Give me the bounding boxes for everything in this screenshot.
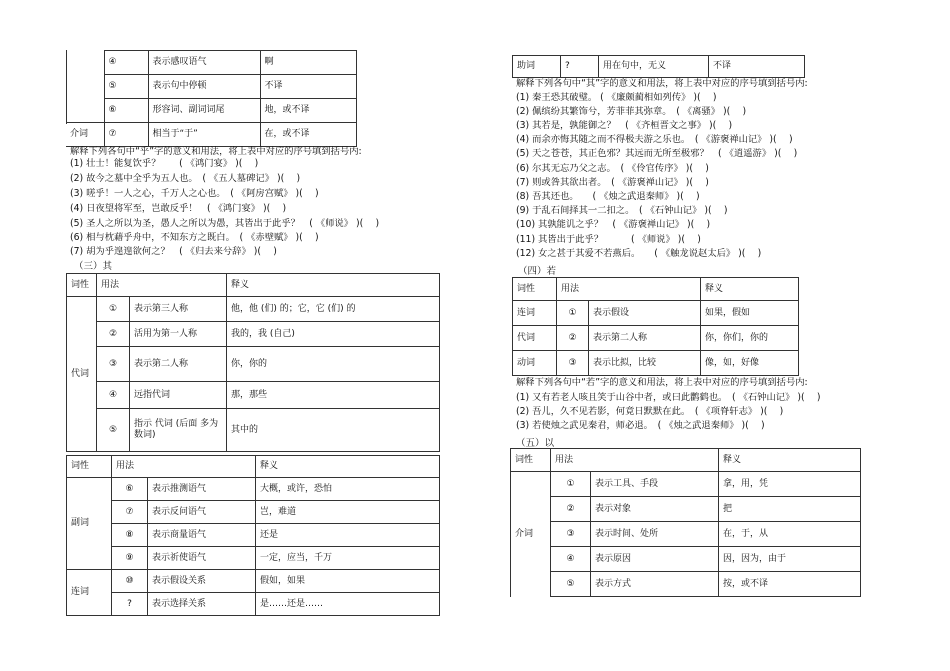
meaning-cell: 按，或不译 [719,572,861,597]
header-meaning: 释义 [719,449,861,472]
pos-cell: 连词 [67,570,112,616]
qi-question-1: (1) 秦王恐其破璧。 ( 《廉颇蔺相如列传》 )( ) [516,92,717,103]
num-cell: ③ [551,522,591,547]
header-meaning: 释义 [701,278,799,301]
table-row [67,347,440,382]
usage-cell: 表示原因 [591,547,719,572]
usage-cell: 表示第三人称 [130,297,227,322]
usage-cell: 活用为第一人称 [130,322,227,347]
usage-cell: 表示推测语气 [148,478,256,501]
meaning-cell: 其中的 [227,409,440,452]
num-cell: ⑥ [112,478,148,501]
meaning-cell: 在，于，从 [719,522,861,547]
usage-cell: 表示第二人称 [589,326,701,351]
hu-question-7: (7) 胡为乎遑遑欲何之？ ( 《归去来兮辞》 )( ) [70,246,277,257]
meaning-cell: 是……还是…… [256,593,440,616]
qi-pronoun-table [66,273,440,452]
num-cell: ④ [551,547,591,572]
table-row [67,593,440,616]
qi-question-6: (6) 尔其无忘乃父之志。 ( 《伶官传序》 )( ) [516,163,709,174]
header-meaning: 释义 [256,456,440,478]
meaning-cell: 一定，应当，千万 [256,547,440,570]
meaning-cell: 如果，假如 [701,301,799,326]
hu-usage-table [66,50,357,147]
table-row [67,524,440,547]
hu-question-5: (5) 圣人之所以为圣，愚人之所以为愚，其皆出于此乎？ ( 《师说》 )( ) [70,218,380,229]
usage-cell: 表示第二人称 [130,347,227,382]
pos-cell: 介词 [66,123,104,147]
table-row [66,75,356,99]
num-cell: ④ [97,382,130,409]
table-row [513,351,799,376]
num-cell: ⑨ [112,547,148,570]
num-cell: ③ [557,351,589,376]
num-cell: ② [97,322,130,347]
num-cell: ① [557,301,589,326]
table-row [66,51,356,75]
usage-cell: 表示祈使语气 [148,547,256,570]
meaning-cell: 啊 [260,51,356,75]
table-row [67,322,440,347]
header-pos: 词性 [513,278,557,301]
ruo-question-3: (3) 若使烛之武见秦君，师必退。 ( 《烛之武退秦师》 )( ) [516,420,765,431]
num-cell: ③ [97,347,130,382]
meaning-cell: 拿，用，凭 [719,472,861,497]
num-cell: ① [97,297,130,322]
usage-cell: 指示 代词 (后面 多为数词) [130,409,227,452]
num-cell: ? [112,593,148,616]
pos-cell: 副词 [67,478,112,570]
table-row [67,409,440,452]
meaning-cell: 岂，难道 [256,501,440,524]
section-heading-qi: （三）其 [74,261,113,272]
usage-cell: 表示假设 [589,301,701,326]
qi-instruction: 解释下列各句中“其”字的意义和用法，将上表中对应的序号填到括号内: [516,78,808,89]
qi-question-5: (5) 天之苍苍，其正色邪？其远而无所至极邪？ ( 《逍遥游》 )( ) [516,148,798,159]
qi-question-12: (12) 女之甚于其爱不若燕后。 ( 《触龙说赵太后》 )( ) [516,248,762,259]
usage-cell: 表示时间、处所 [591,522,719,547]
qi-particle-row-table [512,55,805,78]
usage-cell: 远指代词 [130,382,227,409]
table-row [67,478,440,501]
num-cell: ⑥ [104,99,148,123]
pos-cell [66,51,104,75]
qi-question-8: (8) 吾其还也。 ( 《烛之武退秦师》 )( ) [516,191,700,202]
num-cell: ① [551,472,591,497]
usage-cell: 用在句中，无义 [599,56,709,78]
hu-question-1: (1) 壮士！能复饮乎？ ( 《鸿门宴》 )( ) [70,158,259,169]
pos-cell: 动词 [513,351,557,376]
table-row [511,472,861,497]
qi-question-2: (2) 佩缤纷其繁饰兮，芳菲菲其弥章。 ( 《离骚》 )( ) [516,106,747,117]
header-usage: 用法 [97,274,227,297]
usage-cell: 表示工具、手段 [591,472,719,497]
ruo-question-2: (2) 吾儿，久不见若影，何竟日默默在此。 ( 《项脊轩志》 )( ) [516,406,784,417]
meaning-cell: 那，那些 [227,382,440,409]
table-row [511,547,861,572]
num-cell: ② [551,497,591,522]
usage-cell: 形容词、副词词尾 [148,99,260,123]
usage-cell: 相当于“于” [148,123,260,147]
meaning-cell: 大概，或许，恐怕 [256,478,440,501]
hu-question-2: (2) 故今之墓中全乎为五人也。 ( 《五人墓碑记》 )( ) [70,173,301,184]
meaning-cell: 不译 [260,75,356,99]
hu-instruction: 解释下列各句中“乎”字的意义和用法，将上表中对应的序号填到括号内: [70,146,362,157]
meaning-cell: 你，你的 [227,347,440,382]
table-row [513,326,799,351]
header-pos: 词性 [67,274,97,297]
table-header-row [511,449,861,472]
usage-cell: 表示方式 [591,572,719,597]
table-header-row [513,278,799,301]
header-usage: 用法 [112,456,256,478]
table-row [66,123,356,147]
hu-question-4: (4) 日夜望将军至，岂敢反乎！ ( 《鸿门宴》 )( ) [70,203,287,214]
table-row [513,301,799,326]
num-cell: ② [557,326,589,351]
usage-cell: 表示商量语气 [148,524,256,547]
table-row [67,547,440,570]
table-row [66,99,356,123]
table-row [67,297,440,322]
table-row [67,570,440,593]
usage-cell: 表示反问语气 [148,501,256,524]
header-pos: 词性 [67,456,112,478]
hu-question-3: (3) 嗟乎！一人之心，千万人之心也。 ( 《阿房宫赋》 )( ) [70,188,319,199]
qi-question-4: (4) 而余亦悔其随之而不得极夫游之乐也。 ( 《游褒禅山记》 )( ) [516,134,793,145]
ruo-usage-table [512,277,799,376]
usage-cell: 表示感叹语气 [148,51,260,75]
pos-cell [66,99,104,123]
pos-cell: 助词 [513,56,561,78]
num-cell: ⑤ [551,572,591,597]
header-usage: 用法 [551,449,719,472]
usage-cell: 表示比拟，比较 [589,351,701,376]
num-cell: ⑧ [112,524,148,547]
meaning-cell: 像，如，好像 [701,351,799,376]
meaning-cell: 在，或不译 [260,123,356,147]
qi-question-3: (3) 其若是，孰能御之？ ( 《齐桓晋文之事》 )( ) [516,120,733,131]
header-pos: 词性 [511,449,551,472]
num-cell: ⑩ [112,570,148,593]
table-row [511,497,861,522]
usage-cell: 表示选择关系 [148,593,256,616]
pos-cell: 连词 [513,301,557,326]
meaning-cell: 假如，如果 [256,570,440,593]
num-cell: ⑦ [112,501,148,524]
section-heading-yi: （五）以 [516,438,555,449]
num-cell: ? [561,56,599,78]
meaning-cell: 不译 [709,56,805,78]
num-cell: ⑦ [104,123,148,147]
table-row [511,572,861,597]
meaning-cell: 他，他 (们) 的；它，它 (们) 的 [227,297,440,322]
pos-cell: 代词 [67,297,97,452]
num-cell: ⑤ [97,409,130,452]
meaning-cell: 地，或不译 [260,99,356,123]
table-header-row [67,274,440,297]
meaning-cell: 把 [719,497,861,522]
table-row [511,522,861,547]
qi-adverb-conj-table [66,455,440,616]
header-usage: 用法 [557,278,701,301]
header-meaning: 释义 [227,274,440,297]
section-heading-ruo: （四）若 [518,266,557,277]
table-row [67,382,440,409]
qi-question-9: (9) 于乱石间择其一二扣之。 ( 《石钟山记》 )( ) [516,205,728,216]
meaning-cell: 因，因为，由于 [719,547,861,572]
meaning-cell: 你，你们，你的 [701,326,799,351]
num-cell: ⑤ [104,75,148,99]
qi-question-11: (11) 其皆出于此乎？ ( 《师说》 )( ) [516,234,701,245]
table-header-row [67,456,440,478]
meaning-cell: 还是 [256,524,440,547]
table-row [513,56,805,78]
table-row [67,501,440,524]
qi-question-10: (10) 其孰能讥之乎？ ( 《游褒禅山记》 )( ) [516,219,711,230]
meaning-cell: 我的，我 (自己) [227,322,440,347]
usage-cell: 表示句中停顿 [148,75,260,99]
qi-question-7: (7) 则或咎其欲出者。 ( 《游褒禅山记》 )( ) [516,177,709,188]
hu-question-6: (6) 相与枕藉乎舟中，不知东方之既白。 ( 《赤壁赋》 )( ) [70,232,319,243]
ruo-instruction: 解释下列各句中“若”字的意义和用法，将上表中对应的序号填到括号内: [516,377,808,388]
yi-usage-table [510,448,861,597]
pos-cell: 代词 [513,326,557,351]
num-cell: ④ [104,51,148,75]
pos-cell [66,75,104,99]
ruo-question-1: (1) 又有若老人咳且笑于山谷中者，或曰此鹳鹤也。 ( 《石钟山记》 )( ) [516,392,821,403]
usage-cell: 表示假设关系 [148,570,256,593]
usage-cell: 表示对象 [591,497,719,522]
pos-cell: 介词 [511,472,551,597]
